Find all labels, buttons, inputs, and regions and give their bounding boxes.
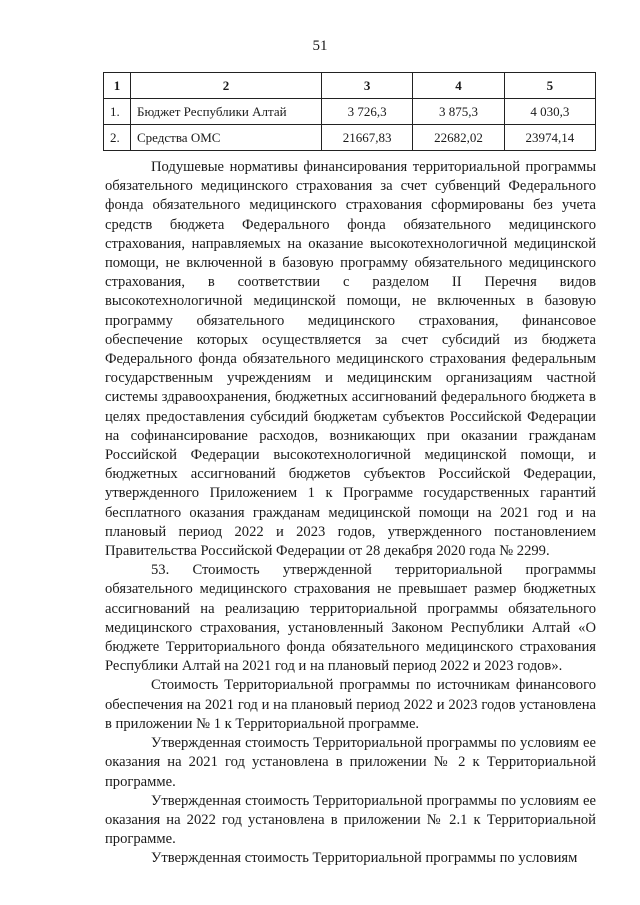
paragraph-subsidies: Подушевые нормативы финансирования территориальной программы обязательного медицинского страхования за счет субвенций Федерального фонда обязательного медицинского страхования сформированы без учета средств бюджета Федерального фонда обязательного медицинского страхования, направляемых на оказание высокотехнологичной медицинской помощи, не включенной в базовую программу обязательного медицинского страхования, в соответствии с разделом II Перечня видов высокотехнологичной медицинской помощи, не включенных в базовую программу обязательного медицинского страхования, финансовое обеспечение которых осуществляется за счет субсидий из бюджета Федерального фонда обязательного медицинского страхования федеральным государственным учреждениям и медицинским организациям частной системы здравоохранения, бюджетных ассигнований федерального бюджета в целях предоставления субсидий бюджетам субъектов Российской Федерации на софинансирование расходов, возникающих при оказании гражданам Российской Федерации высокотехнологичной медицинской помощи, и бюджетных ассигнований бюджетов субъектов Российской Федерации, утвержденного Приложением 1 к Программе государственных гарантий бесплатного оказания гражданам медицинской помощи на 2021 год и на плановый период 2022 и 2023 годов, утвержденного постановлением Правительства Российской Федерации от 28 декабря 2020 года № 2299. <box>105 159 596 560</box>
value-2021: 3 726,3 <box>322 99 413 125</box>
table-row <box>104 99 596 125</box>
budget-table <box>103 72 596 151</box>
paragraph-cost-2022: Утвержденная стоимость Территориальной программы по условиям ее оказания на 2022 год установлена в приложении № 2.1 к Территориальной программе. <box>105 792 596 848</box>
row-number: 2. <box>104 125 131 151</box>
table-header-cell: 4 <box>413 73 504 99</box>
value-2021: 21667,83 <box>322 125 413 151</box>
row-number: 1. <box>104 99 131 125</box>
value-2023: 4 030,3 <box>504 99 595 125</box>
paragraph-cost-sources: Стоимость Территориальной программы по источникам финансового обеспечения на 2021 год и на плановый период 2022 и 2023 годов установлена в приложении № 1 к Территориальной программе. <box>105 677 596 732</box>
table-header-cell: 2 <box>131 73 322 99</box>
paragraph-item-53: 53. Стоимость утвержденной территориальной программы обязательного медицинского страхования не превышает размер бюджетных ассигнований на реализацию территориальной программы обязательного медицинского страхования, установленный Законом Республики Алтай «О бюджете Территориального фонда обязательного медицинского страхования Республики Алтай на 2021 год и на плановый период 2022 и 2023 годов». <box>105 562 596 675</box>
paragraph-cost-continued: Утвержденная стоимость Территориальной программы по условиям <box>151 850 578 867</box>
page-number: 51 <box>312 38 328 54</box>
table-header-row <box>104 73 596 99</box>
body-text <box>105 158 596 869</box>
table-header-cell: 1 <box>104 73 131 99</box>
value-2022: 22682,02 <box>413 125 504 151</box>
funding-source: Средства ОМС <box>131 125 322 151</box>
value-2023: 23974,14 <box>504 125 595 151</box>
funding-source: Бюджет Республики Алтай <box>131 99 322 125</box>
table-header-cell: 5 <box>504 73 595 99</box>
table-row <box>104 125 596 151</box>
paragraph-cost-2021: Утвержденная стоимость Территориальной программы по условиям ее оказания на 2021 год установлена в приложении № 2 к Территориальной программе. <box>105 735 596 790</box>
value-2022: 3 875,3 <box>413 99 504 125</box>
table-header-cell: 3 <box>322 73 413 99</box>
